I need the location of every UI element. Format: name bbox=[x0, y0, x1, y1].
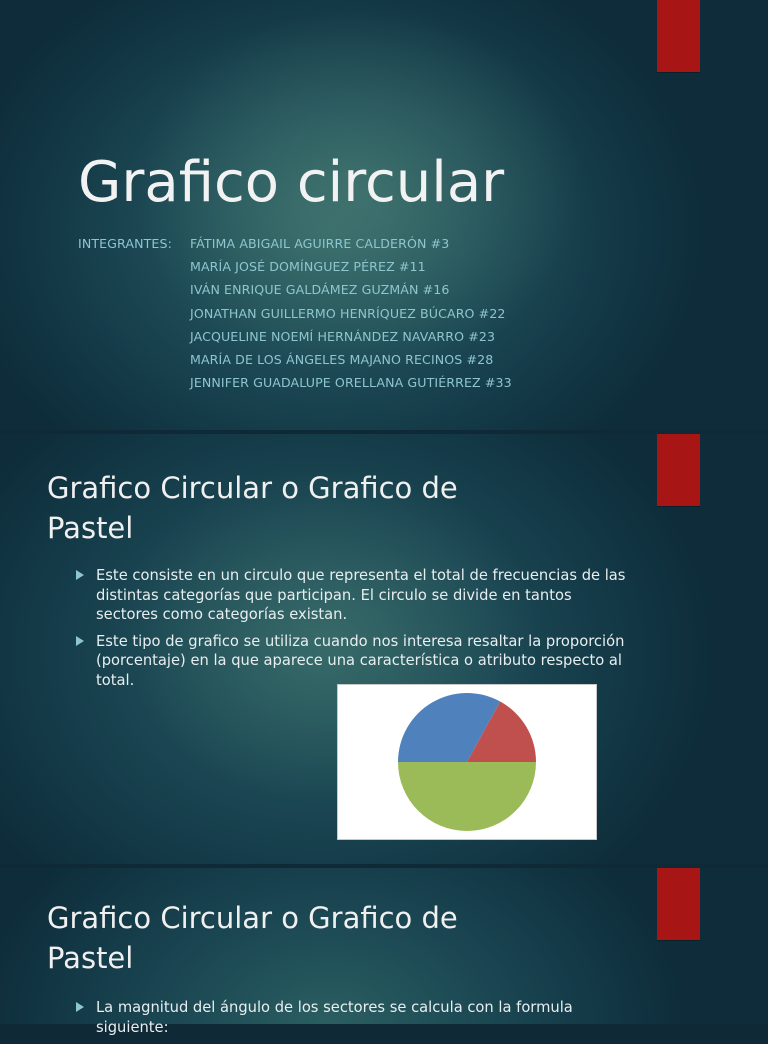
member-name: MARÍA JOSÉ DOMÍNGUEZ PÉREZ #11 bbox=[190, 259, 426, 275]
bullet-text: La magnitud del ángulo de los sectores se calcula con la formula siguiente: bbox=[96, 999, 573, 1036]
bullet-item bbox=[74, 998, 634, 1037]
member-name: JACQUELINE NOEMÍ HERNÁNDEZ NAVARRO #23 bbox=[190, 328, 496, 344]
member-row bbox=[78, 278, 512, 301]
member-row bbox=[78, 302, 512, 325]
member-name: FÁTIMA ABIGAIL AGUIRRE CALDERÓN #3 bbox=[190, 236, 450, 251]
member-name: IVÁN ENRIQUE GALDÁMEZ GUZMÁN #16 bbox=[190, 282, 450, 298]
definition-slide bbox=[0, 434, 768, 864]
member-name: JENNIFER GUADALUPE ORELLANA GUTIÉRREZ #33 bbox=[190, 375, 512, 391]
red-accent-tab bbox=[657, 434, 700, 506]
member-row bbox=[78, 371, 512, 394]
bullet-item bbox=[74, 632, 634, 691]
member-name: JONATHAN GUILLERMO HENRÍQUEZ BÚCARO #22 bbox=[190, 305, 506, 321]
red-accent-tab bbox=[657, 868, 700, 940]
heading-line-2: Pastel bbox=[47, 941, 134, 975]
heading-line-1: Grafico Circular o Grafico de bbox=[47, 471, 458, 505]
formula-slide bbox=[0, 868, 768, 1036]
members-label: INTEGRANTES: bbox=[78, 236, 172, 251]
member-row bbox=[78, 232, 512, 255]
bullet-arrow-icon bbox=[76, 636, 84, 646]
heading-line-2: Pastel bbox=[47, 511, 134, 545]
slide-heading bbox=[47, 898, 607, 978]
pie-chart-svg bbox=[338, 685, 596, 839]
members-list bbox=[78, 232, 512, 394]
slide-title: Grafico circular bbox=[78, 150, 505, 215]
member-row bbox=[78, 325, 512, 348]
bullet-text: Este consiste en un circulo que representa el total de frecuencias de las distintas categorías que participan. El circulo se divide en tantos sectores como categorías existan. bbox=[96, 567, 626, 623]
bullet-text: Este tipo de grafico se utiliza cuando nos interesa resaltar la proporción (porcentaje) en la que aparece una característica o atributo respecto al total. bbox=[96, 632, 625, 689]
member-row bbox=[78, 255, 512, 278]
member-name: MARÍA DE LOS ÁNGELES MAJANO RECINOS #28 bbox=[190, 351, 494, 367]
bullet-arrow-icon bbox=[76, 570, 84, 580]
bullet-arrow-icon bbox=[76, 1002, 84, 1012]
pie-chart bbox=[337, 684, 597, 840]
pie-slice-green bbox=[398, 762, 536, 831]
heading-line-1: Grafico Circular o Grafico de bbox=[47, 901, 458, 935]
title-slide bbox=[0, 0, 768, 430]
slide-heading bbox=[47, 468, 607, 548]
member-row bbox=[78, 348, 512, 371]
bullet-item bbox=[74, 566, 634, 625]
bullet-list bbox=[74, 998, 634, 1044]
red-accent-tab bbox=[657, 0, 700, 72]
bullet-list bbox=[74, 566, 634, 697]
